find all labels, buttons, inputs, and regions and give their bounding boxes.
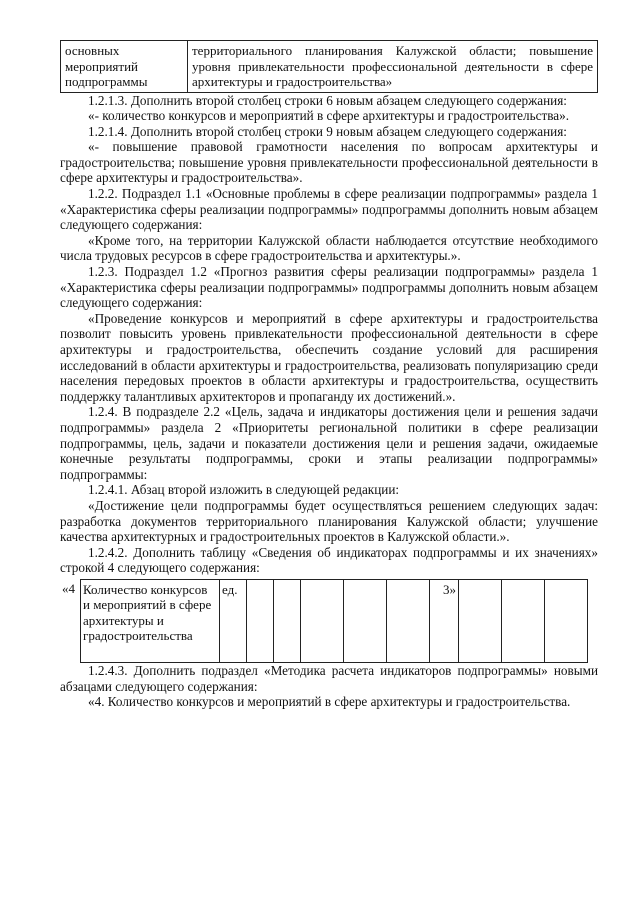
unit-cell: ед. xyxy=(220,579,247,662)
paragraph: «Кроме того, на территории Калужской области наблюдается отсутствие необходимого числа трудовых ресурсов в сфере градостроительства и архитектуры.». xyxy=(60,232,598,264)
cell-line: мероприятий xyxy=(65,58,138,74)
paragraph: «- повышение правовой грамотности населения по вопросам архитектуры и градостроительства; повышение уровня привлекательности профессиональной деятельности в сфере архитектуры и градостроительства». xyxy=(60,139,598,186)
value-cell: 3» xyxy=(430,579,459,662)
cell-line: основных xyxy=(65,43,120,58)
paragraph: «Достижение цели подпрограммы будет осуществляться решением следующих задач: разработка документов территориального планирования Калужской области; улучшение качества архитектурных и градостроительных проектов в Калужской области.». xyxy=(60,497,598,545)
empty-cell xyxy=(274,579,301,662)
empty-cell xyxy=(459,579,502,662)
empty-cell xyxy=(387,579,430,662)
paragraph: 1.2.4. В подразделе 2.2 «Цель, задача и индикаторы достижения цели и решения задачи подпрограммы» раздела 2 «Приоритеты региональной политики в сфере реализации подпрограммы, цель, задачи и показатели достижения цели и решения задачи, ожидаемые конечные результаты подпрограммы, сроки и этапы реализации подпрограммы» подпрограммы: xyxy=(60,404,598,482)
paragraph: 1.2.4.2. Дополнить таблицу «Сведения об индикаторах подпрограммы и их значениях» строкой 4 следующего содержания: xyxy=(60,544,598,576)
empty-cell xyxy=(502,579,545,662)
paragraph: 1.2.4.1. Абзац второй изложить в следующей редакции: xyxy=(88,482,400,498)
paragraph: «Проведение конкурсов и мероприятий в сфере архитектуры и градостроительства позволит повысить уровень привлекательности профессиональной деятельности в сфере архитектуры и градостроительства, обеспечить создание условий для расширения исследований в области архитектуры и градостроительства, реализовать популяризацию среди населения передовых проектов в области архитектуры и градостроительства, осуществить поддержку талантливых архитекторов и пропаганду их достижений.». xyxy=(60,310,598,404)
paragraph: 1.2.4.3. Дополнить подраздел «Методика расчета индикаторов подпрограммы» новыми абзацами следующего содержания: xyxy=(60,662,598,694)
empty-cell xyxy=(344,579,387,662)
indicator-table xyxy=(60,579,588,663)
table-row xyxy=(60,579,588,662)
paragraph: «- количество конкурсов и мероприятий в сфере архитектуры и градостроительства». xyxy=(88,108,570,124)
paragraph: 1.2.1.3. Дополнить второй столбец строки 6 новым абзацем следующего содержания: xyxy=(88,92,567,108)
paragraph: 1.2.3. Подраздел 1.2 «Прогноз развития сферы реализации подпрограммы» раздела 1 «Характеристика сферы реализации подпрограммы» подпрограммы дополнить новым абзацем следующего содержания: xyxy=(60,264,598,311)
empty-cell xyxy=(247,579,274,662)
row-number-cell: «4 xyxy=(60,579,81,662)
table-row xyxy=(61,41,598,93)
paragraph: 1.2.1.4. Дополнить второй столбец строки 9 новым абзацем следующего содержания: xyxy=(88,123,567,139)
continuation-table xyxy=(60,40,598,93)
empty-cell xyxy=(301,579,344,662)
table-cell-content: территориального планирования Калужской области; повышение уровня привлекательности профессиональной деятельности в сфере архитектуры и градостроительства» xyxy=(188,41,598,93)
indicator-name-cell: Количество конкурсов и мероприятий в сфере архитектуры и градостроительства xyxy=(81,579,220,662)
paragraph: 1.2.2. Подраздел 1.1 «Основные проблемы в сфере реализации подпрограммы» раздела 1 «Характеристика сферы реализации подпрограммы» подпрограммы дополнить новым абзацем следующего содержания: xyxy=(60,186,598,233)
empty-cell xyxy=(545,579,588,662)
paragraph: «4. Количество конкурсов и мероприятий в сфере архитектуры и градостроительства. xyxy=(88,694,571,710)
document-page xyxy=(60,40,598,710)
cell-line: подпрограммы xyxy=(65,74,148,89)
table-cell-label xyxy=(61,41,188,93)
